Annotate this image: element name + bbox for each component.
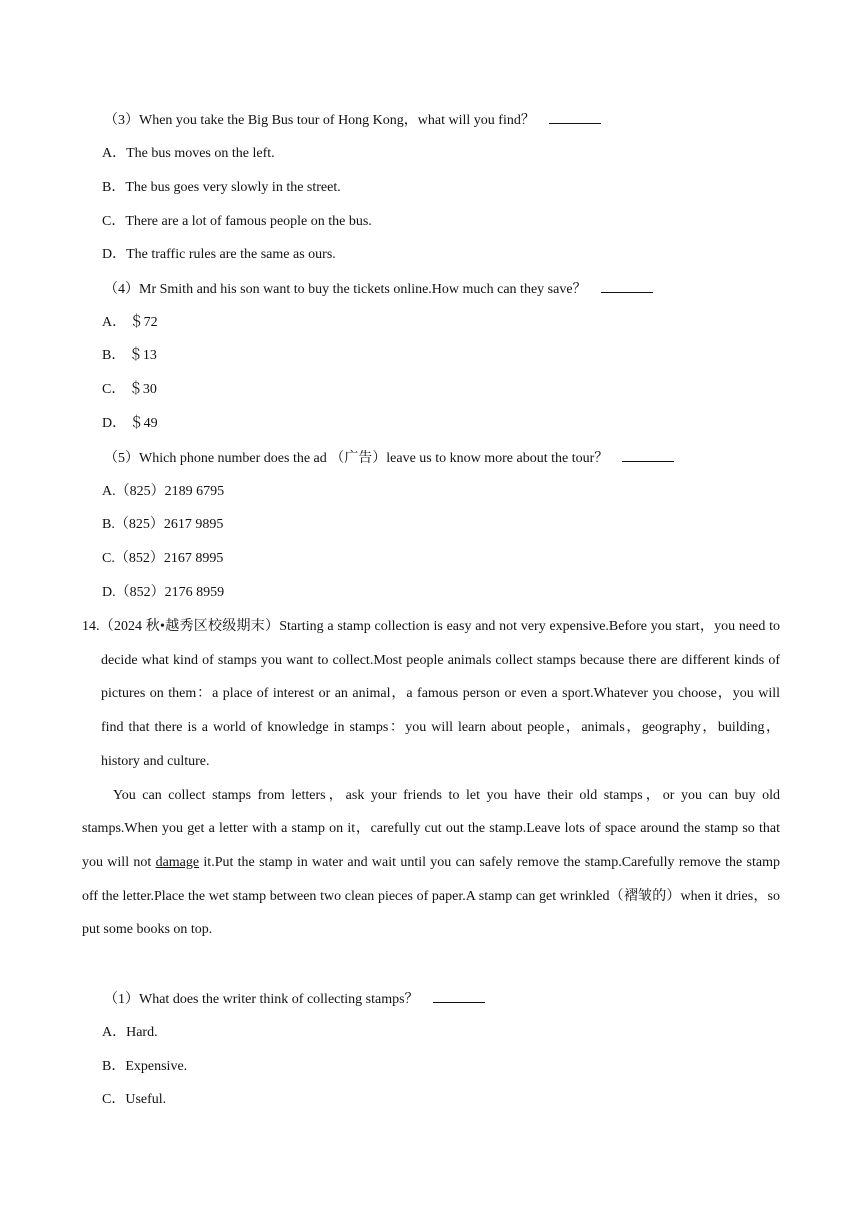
q3-option-a: A．The bus moves on the left. — [102, 146, 275, 161]
question-14-1-stem: （1）What does the writer think of collecting stamps？ — [104, 992, 419, 1007]
q4-option-c: C． ＄30 — [102, 382, 157, 397]
question-3 — [104, 110, 601, 131]
q5-option-a: A.（825）2189 6795 — [102, 484, 225, 499]
underlined-word: damage — [155, 854, 200, 870]
answer-blank — [622, 448, 674, 462]
q5-option-d: D.（852）2176 8959 — [102, 585, 225, 600]
q3-option-b: B．The bus goes very slowly in the street. — [102, 180, 341, 195]
q3-option-c: C．There are a lot of famous people on the bus. — [102, 214, 372, 229]
question-14-1 — [104, 989, 485, 1010]
q14-1-option-a: A．Hard. — [102, 1025, 158, 1040]
passage-paragraph-1: 14.（2024 秋•越秀区校级期末）Starting a stamp collection is easy and not very expensive.Before you start，you need to decide what kind of stamps you want to collect.Most people animals collect stamps because there are different kinds of pictures on them：a place of interest or an animal，a famous person or even a sport.Whatever you choose，you will find that there is a world of knowledge in stamps：you will learn about people，animals，geography，building，history and culture. — [82, 619, 780, 769]
question-5 — [104, 448, 674, 469]
question-4 — [104, 279, 653, 300]
answer-blank — [433, 989, 485, 1003]
q14-1-option-b: B．Expensive. — [102, 1059, 188, 1074]
question-4-stem: （4）Mr Smith and his son want to buy the tickets online.How much can they save？ — [104, 282, 587, 297]
question-5-stem: （5）Which phone number does the ad （广告）leave us to know more about the tour？ — [104, 451, 609, 466]
answer-blank — [601, 279, 653, 293]
passage-paragraph-2: You can collect stamps from letters，ask your friends to let you have their old stamps，or you can buy old stamps.When you get a letter with a stamp on it，carefully cut out the stamp.Leave lots of space around the stamp so that you will not damage it.Put the stamp in water and wait until you can safely remove the stamp.Carefully remove the stamp off the letter.Place the wet stamp between two clean pieces of paper.A stamp can get wrinkled（褶皱的）when it dries，so put some books on top. — [82, 787, 780, 938]
q4-option-a: A． ＄72 — [102, 315, 158, 330]
q4-option-b: B． ＄13 — [102, 348, 157, 363]
q14-1-option-c: C．Useful. — [102, 1092, 167, 1107]
q5-option-b: B.（825）2617 9895 — [102, 517, 224, 532]
answer-blank — [549, 110, 601, 124]
q3-option-d: D．The traffic rules are the same as ours. — [102, 247, 336, 262]
q4-option-d: D． ＄49 — [102, 416, 158, 431]
q5-option-c: C.（852）2167 8995 — [102, 551, 224, 566]
question-3-stem: （3）When you take the Big Bus tour of Hong Kong，what will you find？ — [104, 113, 535, 128]
reading-passage-14 — [82, 610, 780, 947]
